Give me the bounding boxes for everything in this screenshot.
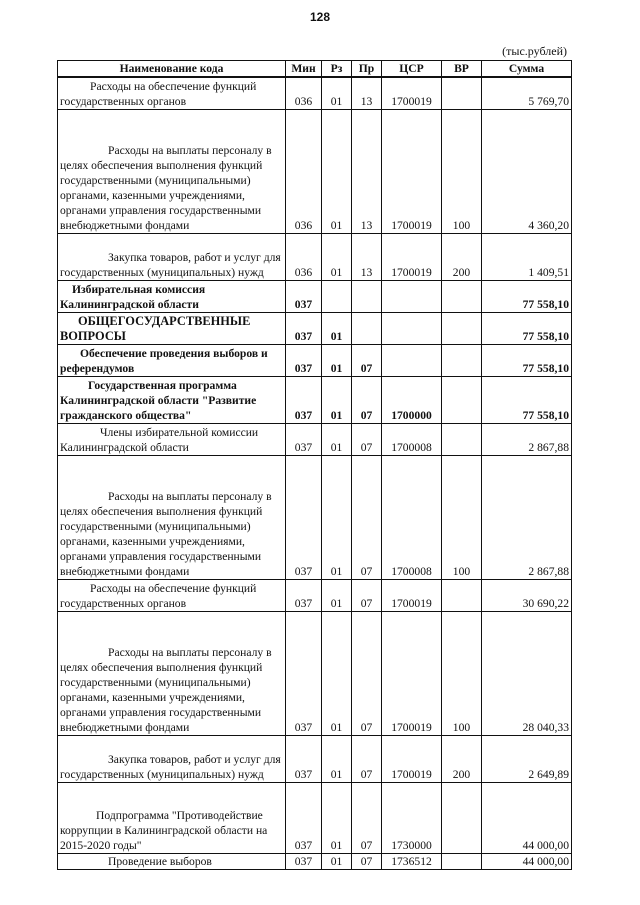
row-pr: 13 — [352, 77, 382, 110]
row-csr — [382, 281, 442, 313]
header-name: Наименование кода — [58, 61, 286, 78]
row-csr: 1700008 — [382, 456, 442, 580]
row-sum: 2 649,89 — [482, 736, 572, 783]
row-sum: 2 867,88 — [482, 424, 572, 456]
header-min: Мин — [286, 61, 322, 78]
table-row — [58, 736, 572, 783]
table-header-row — [58, 61, 572, 78]
row-sum: 77 558,10 — [482, 345, 572, 377]
row-csr: 1700019 — [382, 580, 442, 612]
row-pr: 07 — [352, 377, 382, 424]
row-name: Обеспечение проведения выборов и референдумов — [58, 345, 286, 377]
row-min: 037 — [286, 456, 322, 580]
row-name: Расходы на обеспечение функций государственных органов — [58, 580, 286, 612]
unit-note: (тыс.рублей) — [502, 44, 567, 58]
table-row — [58, 783, 572, 854]
row-min: 036 — [286, 110, 322, 234]
row-vr — [442, 854, 482, 870]
row-rz: 01 — [322, 612, 352, 736]
row-min: 037 — [286, 281, 322, 313]
table-row — [58, 424, 572, 456]
table-row — [58, 854, 572, 870]
row-rz: 01 — [322, 854, 352, 870]
table-row — [58, 281, 572, 313]
row-csr: 1700019 — [382, 77, 442, 110]
row-min: 037 — [286, 313, 322, 345]
row-rz: 01 — [322, 77, 352, 110]
row-min: 037 — [286, 854, 322, 870]
row-vr — [442, 424, 482, 456]
row-rz: 01 — [322, 783, 352, 854]
row-name: Расходы на обеспечение функций государственных органов — [58, 77, 286, 110]
row-name: Проведение выборов — [58, 854, 286, 870]
row-csr: 1700019 — [382, 612, 442, 736]
table-row — [58, 110, 572, 234]
row-sum: 1 409,51 — [482, 234, 572, 281]
header-vr: ВР — [442, 61, 482, 78]
row-rz: 01 — [322, 234, 352, 281]
row-vr: 200 — [442, 736, 482, 783]
row-vr — [442, 580, 482, 612]
row-sum: 28 040,33 — [482, 612, 572, 736]
row-vr — [442, 377, 482, 424]
row-rz: 01 — [322, 313, 352, 345]
table-row — [58, 77, 572, 110]
row-sum: 5 769,70 — [482, 77, 572, 110]
row-rz: 01 — [322, 345, 352, 377]
table-row — [58, 456, 572, 580]
row-csr — [382, 345, 442, 377]
row-min: 037 — [286, 424, 322, 456]
row-name: Избирательная комиссия Калининградской области — [58, 281, 286, 313]
row-pr: 13 — [352, 234, 382, 281]
table-row — [58, 234, 572, 281]
row-rz: 01 — [322, 424, 352, 456]
budget-table — [57, 60, 572, 870]
row-pr — [352, 313, 382, 345]
row-vr: 100 — [442, 612, 482, 736]
row-vr — [442, 77, 482, 110]
row-name: Расходы на выплаты персоналу в целях обеспечения выполнения функций государственными (муниципальными) органами, казенными учреждениями, органами управления государственными внебюджетными фондами — [58, 456, 286, 580]
row-sum: 77 558,10 — [482, 377, 572, 424]
row-min: 037 — [286, 580, 322, 612]
row-pr: 07 — [352, 612, 382, 736]
row-vr — [442, 345, 482, 377]
row-pr: 07 — [352, 783, 382, 854]
row-min: 036 — [286, 234, 322, 281]
row-rz — [322, 281, 352, 313]
row-csr: 1700000 — [382, 377, 442, 424]
row-vr: 200 — [442, 234, 482, 281]
row-rz: 01 — [322, 580, 352, 612]
row-sum: 30 690,22 — [482, 580, 572, 612]
row-sum: 4 360,20 — [482, 110, 572, 234]
row-sum: 2 867,88 — [482, 456, 572, 580]
row-sum: 44 000,00 — [482, 783, 572, 854]
row-csr: 1736512 — [382, 854, 442, 870]
row-csr: 1700019 — [382, 736, 442, 783]
row-sum: 44 000,00 — [482, 854, 572, 870]
header-rz: Рз — [322, 61, 352, 78]
table-row — [58, 377, 572, 424]
table-row — [58, 580, 572, 612]
row-vr — [442, 313, 482, 345]
row-name: Подпрограмма "Противодействие коррупции в Калининградской области на 2015-2020 годы" — [58, 783, 286, 854]
header-sum: Сумма — [482, 61, 572, 78]
row-rz: 01 — [322, 377, 352, 424]
row-min: 037 — [286, 736, 322, 783]
row-name: Члены избирательной комиссии Калининградской области — [58, 424, 286, 456]
row-min: 036 — [286, 77, 322, 110]
row-pr: 07 — [352, 345, 382, 377]
row-csr — [382, 313, 442, 345]
row-vr: 100 — [442, 456, 482, 580]
row-min: 037 — [286, 783, 322, 854]
row-csr: 1700019 — [382, 110, 442, 234]
row-sum: 77 558,10 — [482, 313, 572, 345]
row-rz: 01 — [322, 456, 352, 580]
row-name: ОБЩЕГОСУДАРСТВЕННЫЕ ВОПРОСЫ — [58, 313, 286, 345]
page-number: 128 — [309, 10, 331, 24]
row-sum: 77 558,10 — [482, 281, 572, 313]
row-pr: 07 — [352, 424, 382, 456]
table-row — [58, 313, 572, 345]
row-name: Расходы на выплаты персоналу в целях обеспечения выполнения функций государственными (муниципальными) органами, казенными учреждениями, органами управления государственными внебюджетными фондами — [58, 110, 286, 234]
row-rz: 01 — [322, 736, 352, 783]
row-vr — [442, 281, 482, 313]
row-pr: 07 — [352, 456, 382, 580]
table-row — [58, 612, 572, 736]
row-csr: 1700019 — [382, 234, 442, 281]
row-min: 037 — [286, 377, 322, 424]
row-min: 037 — [286, 345, 322, 377]
row-name: Закупка товаров, работ и услуг для государственных (муниципальных) нужд — [58, 234, 286, 281]
header-pr: Пр — [352, 61, 382, 78]
row-rz: 01 — [322, 110, 352, 234]
row-pr: 13 — [352, 110, 382, 234]
row-csr: 1730000 — [382, 783, 442, 854]
row-vr — [442, 783, 482, 854]
row-name: Государственная программа Калининградской области "Развитие гражданского общества" — [58, 377, 286, 424]
row-min: 037 — [286, 612, 322, 736]
header-csr: ЦСР — [382, 61, 442, 78]
row-name: Закупка товаров, работ и услуг для государственных (муниципальных) нужд — [58, 736, 286, 783]
row-vr: 100 — [442, 110, 482, 234]
row-name: Расходы на выплаты персоналу в целях обеспечения выполнения функций государственными (муниципальными) органами, казенными учреждениями, органами управления государственными внебюджетными фондами — [58, 612, 286, 736]
row-pr: 07 — [352, 580, 382, 612]
row-pr: 07 — [352, 736, 382, 783]
row-csr: 1700008 — [382, 424, 442, 456]
table-row — [58, 345, 572, 377]
row-pr: 07 — [352, 854, 382, 870]
row-pr — [352, 281, 382, 313]
